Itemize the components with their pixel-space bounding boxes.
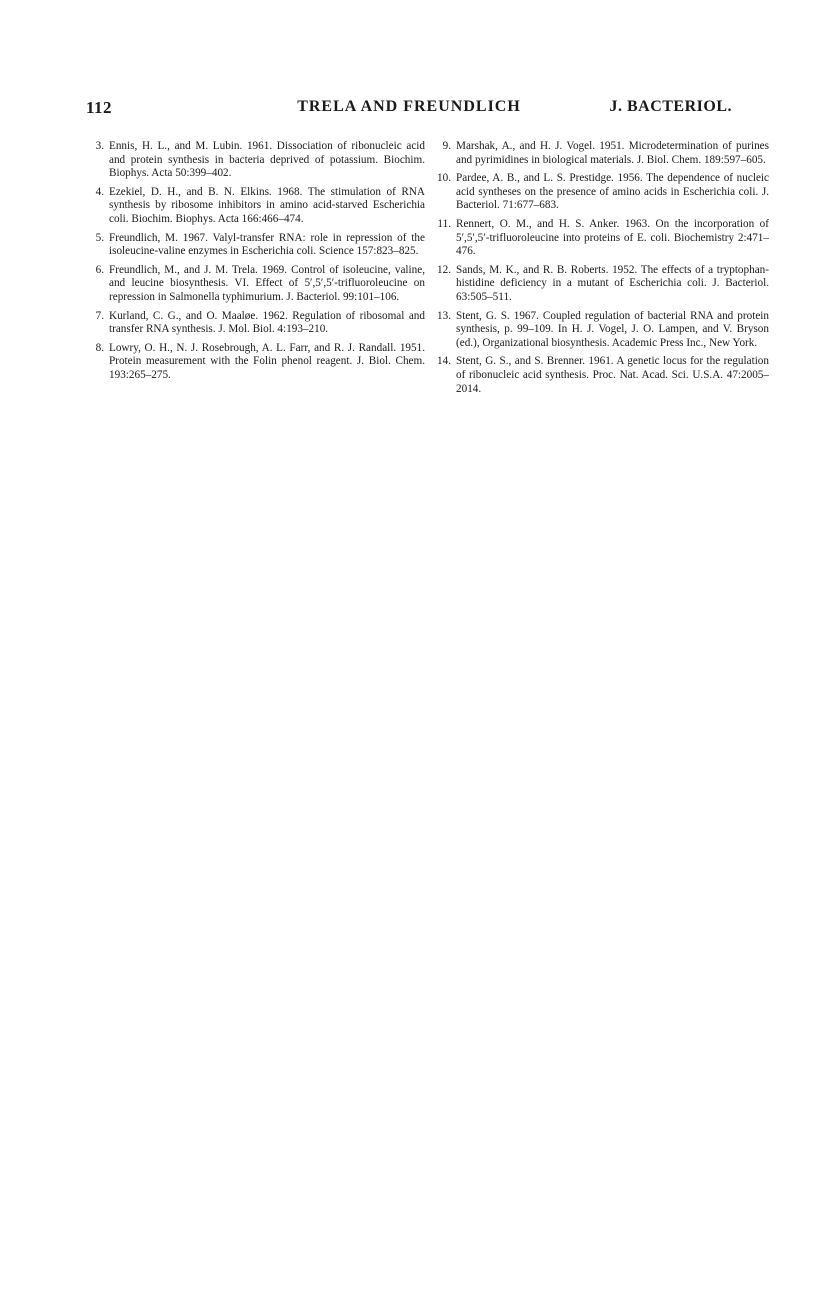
reference-item xyxy=(432,140,769,167)
reference-item xyxy=(432,172,769,213)
reference-text: Marshak, A., and H. J. Vogel. 1951. Microdetermination of purines and pyrimidines in biological materials. J. Biol. Chem. 189:597–605. xyxy=(456,140,769,166)
reference-text: Freundlich, M., and J. M. Trela. 1969. Control of isoleucine, valine, and leucine biosynthesis. VI. Effect of 5′,5′,5′-trifluoroleucine on repression in Salmonella typhimurium. J. Bacteriol. 99:101–106. xyxy=(109,263,425,303)
reference-number: 14. xyxy=(437,355,451,368)
page-header xyxy=(86,98,732,122)
reference-item xyxy=(432,310,769,351)
page-number: 112 xyxy=(86,98,113,117)
journal-name: J. BACTERIOL. xyxy=(609,98,732,115)
reference-text: Freundlich, M. 1967. Valyl-transfer RNA: role in repression of the isoleucine-valine enzymes in Escherichia coli. Science 157:823–825. xyxy=(109,231,425,258)
reference-text: Ezekiel, D. H., and B. N. Elkins. 1968. The stimulation of RNA synthesis by ribosome inhibitors in amino acid-starved Escherichia coli. Biochim. Biophys. Acta 166:466–474. xyxy=(109,185,425,225)
reference-item xyxy=(432,218,769,259)
reference-text: Kurland, C. G., and O. Maaløe. 1962. Regulation of ribosomal and transfer RNA synthesis. J. Mol. Biol. 4:193–210. xyxy=(109,309,425,336)
reference-item xyxy=(88,264,425,305)
reference-item xyxy=(88,140,425,181)
running-title: TRELA AND FREUNDLICH xyxy=(297,98,521,115)
reference-number: 4. xyxy=(95,185,104,198)
reference-text: Ennis, H. L., and M. Lubin. 1961. Dissociation of ribonucleic acid and protein synthesis in bacteria deprived of potassium. Biochim. Biophys. Acta 50:399–402. xyxy=(109,140,425,180)
reference-number: 5. xyxy=(95,231,104,244)
reference-number: 13. xyxy=(437,309,451,322)
reference-text: Stent, G. S., and S. Brenner. 1961. A genetic locus for the regulation of ribonucleic acid synthesis. Proc. Nat. Acad. Sci. U.S.A. 47:2005–2014. xyxy=(456,355,769,395)
reference-number: 8. xyxy=(95,341,104,354)
reference-text: Sands, M. K., and R. B. Roberts. 1952. The effects of a tryptophan-histidine deficiency in a mutant of Escherichia coli. J. Bacteriol. 63:505–511. xyxy=(456,263,769,303)
reference-item xyxy=(432,355,769,396)
reference-number: 3. xyxy=(95,140,104,152)
reference-number: 6. xyxy=(95,263,104,276)
reference-text: Stent, G. S. 1967. Coupled regulation of bacterial RNA and protein synthesis, p. 99–109. In H. J. Vogel, J. O. Lampen, and V. Bryson (ed.), Organizational biosynthesis. Academic Press Inc., New York. xyxy=(456,309,769,349)
reference-text: Rennert, O. M., and H. S. Anker. 1963. On the incorporation of 5′,5′,5′-trifluoroleucine into proteins of E. coli. Biochemistry 2:471–476. xyxy=(456,217,769,258)
references-right-column xyxy=(432,140,769,401)
reference-text: Pardee, A. B., and L. S. Prestidge. 1956. The dependence of nucleic acid syntheses on the presence of amino acids in Escherichia coli. J. Bacteriol. 71:677–683. xyxy=(456,172,769,212)
reference-number: 7. xyxy=(95,309,104,322)
reference-text: Lowry, O. H., N. J. Rosebrough, A. L. Farr, and R. J. Randall. 1951. Protein measurement with the Folin phenol reagent. J. Biol. Chem. 193:265–275. xyxy=(109,341,425,381)
reference-number: 11. xyxy=(437,217,451,230)
reference-number: 12. xyxy=(437,263,451,276)
reference-item xyxy=(432,264,769,305)
reference-item xyxy=(88,310,425,337)
reference-item xyxy=(88,232,425,259)
reference-item xyxy=(88,186,425,227)
reference-number: 10. xyxy=(437,172,451,185)
references-left-column xyxy=(88,140,425,388)
reference-number: 9. xyxy=(442,140,451,152)
reference-item xyxy=(88,342,425,383)
